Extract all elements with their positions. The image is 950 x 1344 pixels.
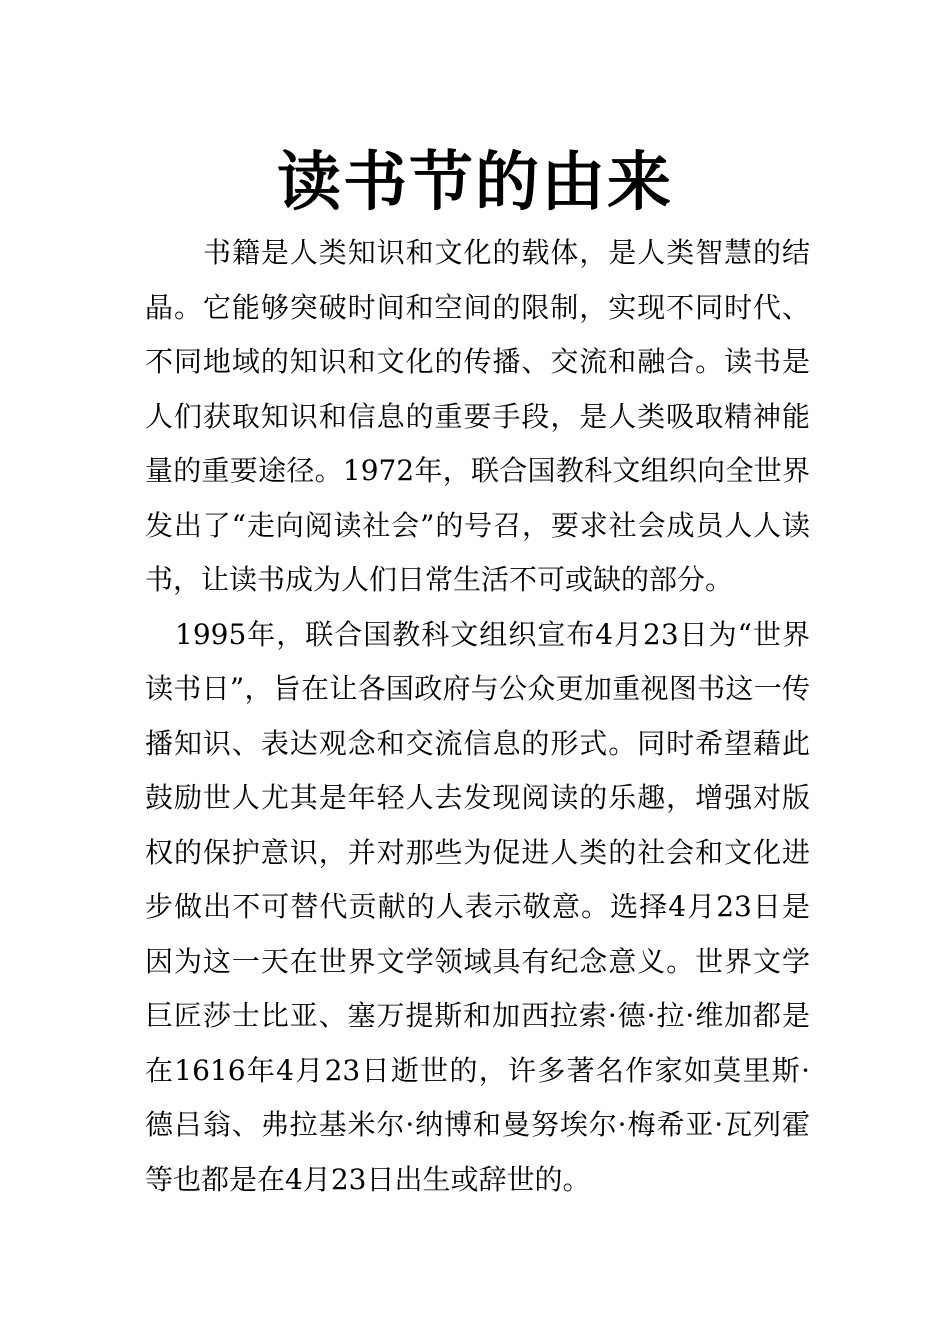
paragraph-1: 书籍是人类知识和文化的载体，是人类智慧的结晶。它能够突破时间和空间的限制，实现不同时代、不同地域的知识和文化的传播、交流和融合。读书是人们获取知识和信息的重要手段，是人类吸取精神能量的重要途径。1972年，联合国教科文组织向全世界发出了“走向阅读社会”的号召，要求社会成员人人读书，让读书成为人们日常生活不可或缺的部分。 [145, 236, 810, 596]
document-body [145, 226, 810, 1207]
paragraph-2: 1995年，联合国教科文组织宣布4月23日为“世界读书日”，旨在让各国政府与公众更加重视图书这一传播知识、表达观念和交流信息的形式。同时希望藉此鼓励世人尤其是年轻人去发现阅读的乐趣，增强对版权的保护意识，并对那些为促进人类的社会和文化进步做出不可替代贡献的人表示敬意。选择4月23日是因为这一天在世界文学领域具有纪念意义。世界文学巨匠莎士比亚、塞万提斯和加西拉索·德·拉·维加都是在1616年4月23日逝世的，许多著名作家如莫里斯·德吕翁、弗拉基米尔·纳博和曼努埃尔·梅希亚·瓦列霍等也都是在4月23日出生或辞世的。 [145, 617, 810, 1196]
document-title: 读书节的由来 [277, 146, 673, 220]
